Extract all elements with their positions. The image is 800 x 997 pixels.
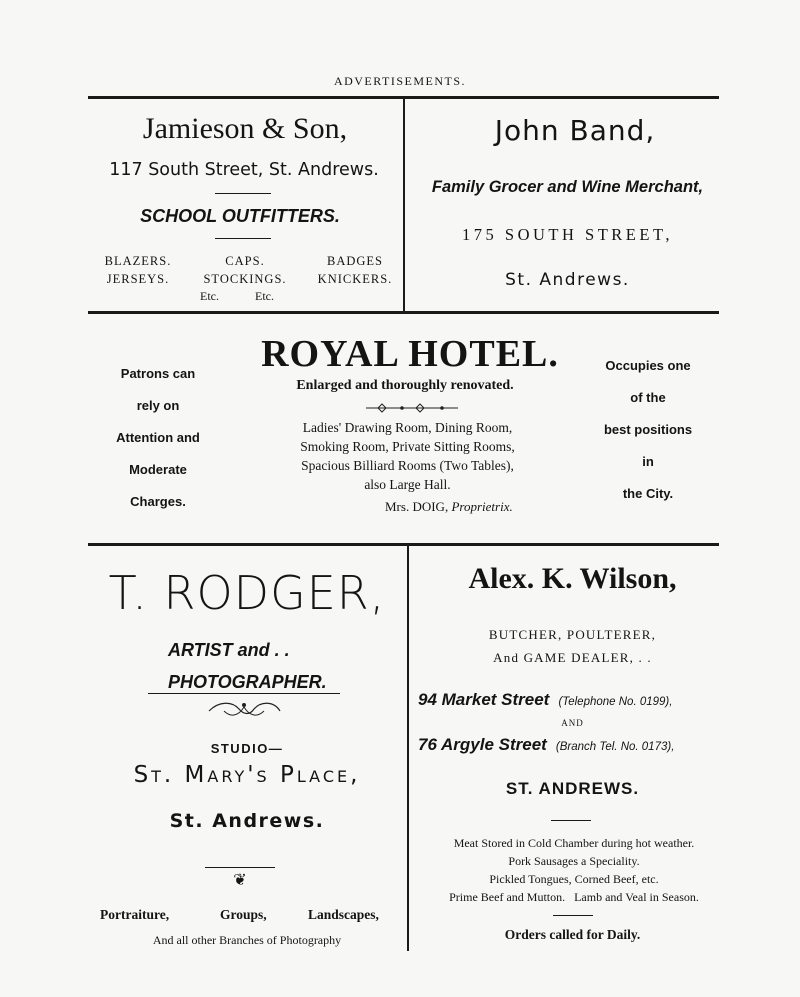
jamieson-item: BLAZERS. [104, 254, 172, 268]
wilson-address-1-tel: (Telephone No. 0199), [558, 696, 673, 708]
jamieson-col-1 [88, 252, 188, 288]
hotel-left-line: rely on [136, 398, 180, 413]
wilson-orders: Orders called for Daily. [504, 927, 641, 942]
wilson-address-2-tel: (Branch Tel. No. 0173), [555, 741, 675, 753]
hotel-left-line: Attention and [116, 430, 200, 445]
hotel-left-line: Moderate [129, 462, 187, 477]
jamieson-name: Jamieson & Son, [142, 112, 348, 145]
rodger-ornament [204, 697, 284, 719]
hotel-left-column [88, 358, 228, 518]
rodger-town: St. Andrews. [169, 810, 325, 832]
wilson-name: Alex. K. Wilson, [468, 562, 677, 595]
jamieson-item: CAPS. [225, 254, 265, 268]
hotel-right-line: Occupies one [605, 358, 691, 373]
hotel-rooms [230, 418, 585, 494]
wilson-trade-1: BUTCHER, POULTERER, [488, 627, 657, 642]
wilson-and: AND [561, 718, 584, 728]
bottom-divider [407, 546, 409, 951]
hotel-rooms-line: also Large Hall. [364, 477, 451, 492]
hotel-rooms-line: Spacious Billiard Rooms (Two Tables), [301, 458, 514, 473]
jamieson-rule-2 [215, 238, 271, 239]
band-trade: Family Grocer and Wine Merchant, [431, 178, 704, 196]
rodger-other: And all other Branches of Photography [152, 933, 342, 947]
rodger-service-1: Portraiture, [100, 907, 170, 922]
jamieson-item: KNICKERS. [317, 272, 393, 286]
wilson-address-1-street: 94 Market Street [418, 690, 550, 709]
wilson-town: ST. ANDREWS. [505, 779, 640, 798]
hotel-ornament [362, 401, 462, 415]
jamieson-col-3 [305, 252, 405, 288]
wilson-rule-2 [553, 915, 593, 916]
rodger-service-2: Groups, [220, 907, 267, 922]
hotel-right-line: of the [630, 390, 666, 405]
lower-rule [88, 543, 719, 546]
wilson-note: Prime Beef and Mutton. Lamb and Veal in Season. [449, 890, 699, 904]
wilson-note: Pickled Tongues, Corned Beef, etc. [489, 872, 659, 886]
wilson-address-2 [418, 735, 674, 755]
jamieson-address: 117 South Street, St. Andrews. [109, 160, 379, 180]
middle-rule [88, 311, 719, 314]
wilson-note: Pork Sausages a Speciality. [508, 854, 640, 868]
wilson-trade-2: And GAME DEALER, . . [493, 650, 652, 665]
hotel-proprietor [385, 499, 513, 515]
rodger-rule [148, 693, 340, 694]
jamieson-etc-2: Etc. [255, 289, 274, 303]
wilson-note: Meat Stored in Cold Chamber during hot weather. [453, 836, 695, 850]
jamieson-rule-1 [215, 193, 271, 194]
hotel-right-line: best positions [603, 422, 693, 437]
rodger-name: T. RODGER, [108, 566, 386, 620]
rodger-place: St. Mary's Place, [133, 762, 361, 788]
jamieson-tagline: SCHOOL OUTFITTERS. [140, 206, 340, 226]
proprietor-title: Proprietrix. [451, 499, 513, 514]
rodger-service-3: Landscapes, [308, 907, 379, 922]
hotel-right-column [588, 350, 708, 510]
hotel-left-line: Patrons can [120, 366, 196, 381]
rodger-rule-2 [205, 867, 275, 868]
hotel-right-line: in [642, 454, 654, 469]
rodger-line-1: ARTIST and . . [168, 640, 290, 660]
rodger-flourish-icon: ❦ [233, 870, 247, 889]
jamieson-col-2 [195, 252, 295, 288]
hotel-rooms-line: Ladies' Drawing Room, Dining Room, [302, 420, 513, 435]
proprietor-name: Mrs. DOIG, [385, 499, 449, 514]
band-town: St. Andrews. [505, 270, 630, 290]
band-address: 175 SOUTH STREET, [462, 225, 673, 244]
wilson-address-2-street: 76 Argyle Street [418, 735, 547, 754]
jamieson-item: BADGES [326, 254, 383, 268]
rodger-studio: STUDIO— [210, 741, 284, 756]
hotel-subtitle: Enlarged and thoroughly renovated. [296, 378, 514, 393]
jamieson-item: JERSEYS. [106, 272, 170, 286]
hotel-rooms-line: Smoking Room, Private Sitting Rooms, [300, 439, 515, 454]
hotel-right-line: the City. [622, 486, 674, 501]
wilson-rule-1 [551, 820, 591, 821]
hotel-name: ROYAL HOTEL. [261, 333, 559, 375]
band-name: John Band, [494, 114, 656, 147]
jamieson-item: STOCKINGS. [203, 272, 287, 286]
wilson-notes [410, 834, 738, 906]
hotel-left-line: Charges. [130, 494, 186, 509]
jamieson-etc-1: Etc. [200, 289, 219, 303]
rodger-line-2: PHOTOGRAPHER. [168, 672, 327, 692]
page-title: ADVERTISEMENTS. [333, 74, 467, 88]
wilson-address-1 [418, 690, 672, 710]
